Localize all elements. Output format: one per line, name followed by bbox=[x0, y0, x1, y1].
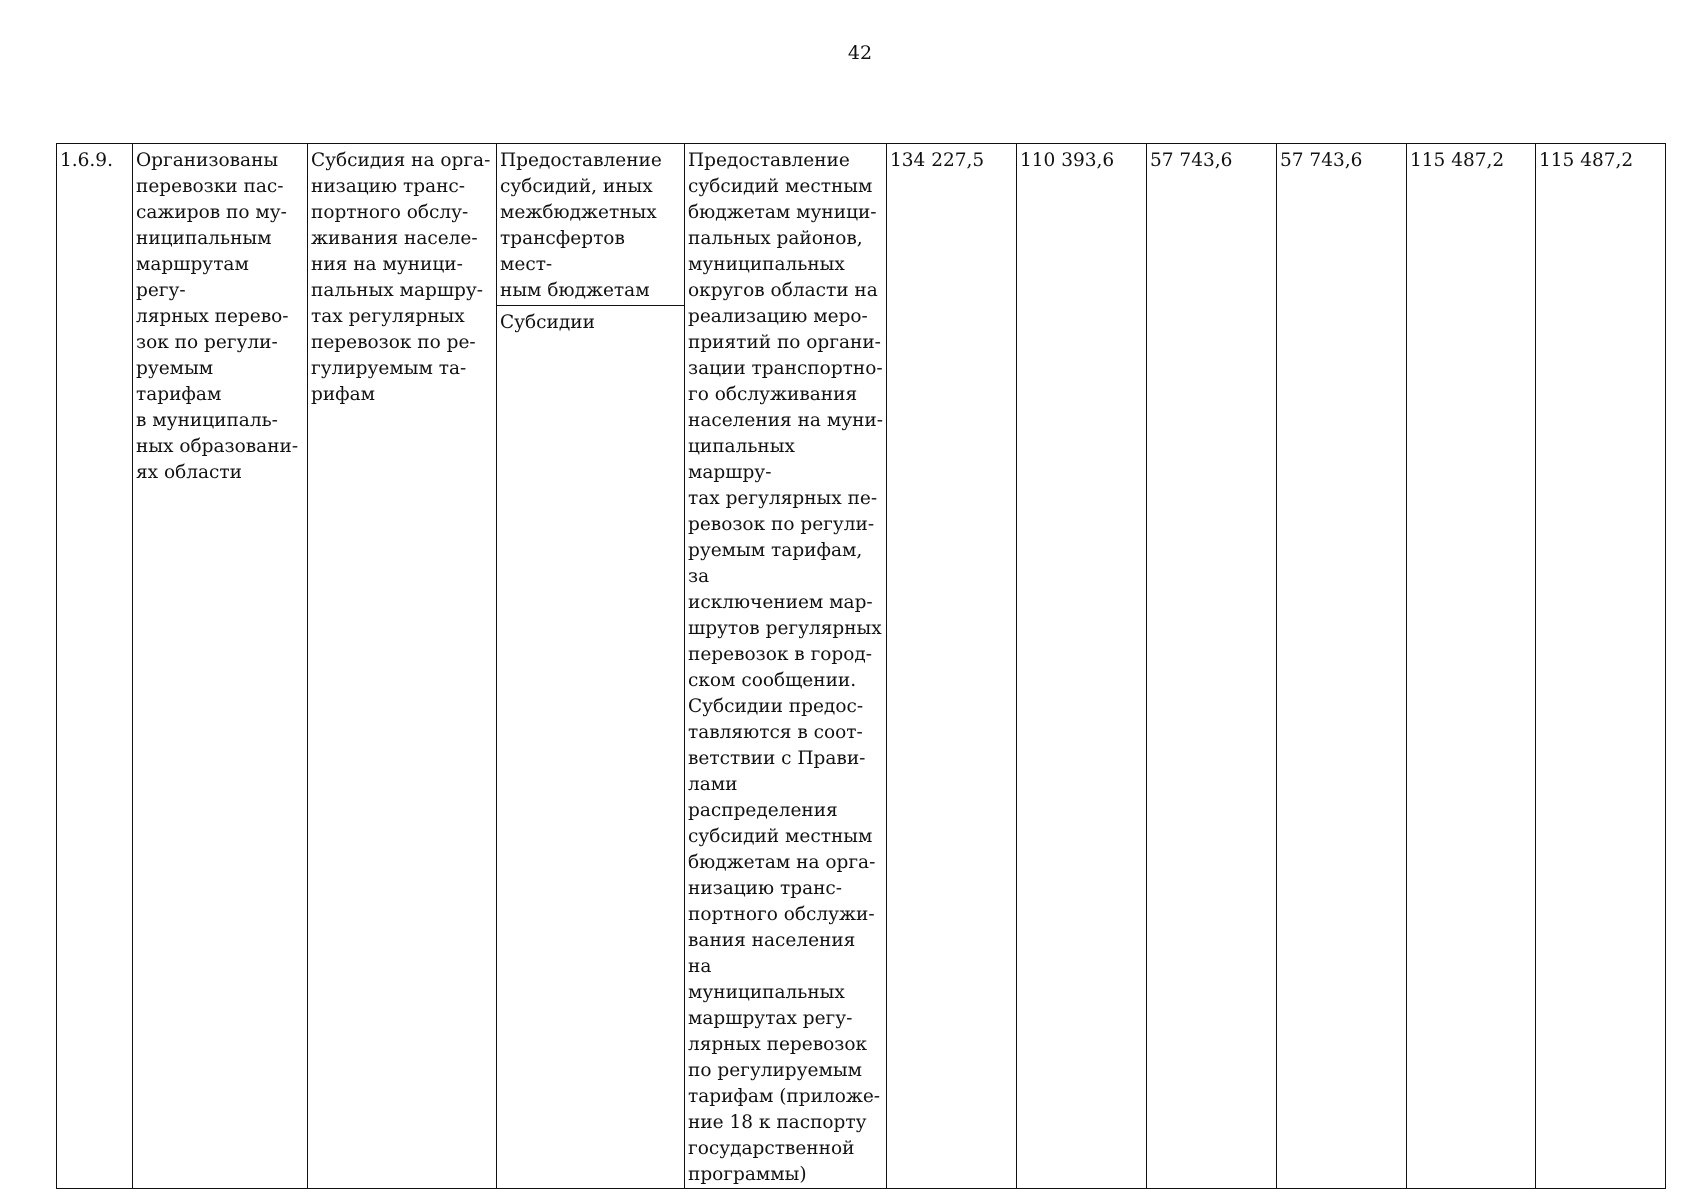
value-cell-6 bbox=[1536, 144, 1666, 1189]
value-cell-5 bbox=[1407, 144, 1536, 1189]
value-4: 57 743,6 bbox=[1280, 150, 1363, 171]
budget-table bbox=[56, 143, 1666, 1189]
value-1: 134 227,5 bbox=[890, 150, 985, 171]
page-number: 42 bbox=[847, 42, 873, 64]
value-cell-3 bbox=[1147, 144, 1277, 1189]
mechanism-type-text: Субсидии bbox=[500, 312, 595, 333]
value-5: 115 487,2 bbox=[1410, 150, 1505, 171]
value-cell-4 bbox=[1277, 144, 1407, 1189]
result-cell bbox=[133, 144, 308, 1189]
subsidy-name-text: Субсидия на орга- низацию транс- портного обслу- живания населе- ния на муници- пальных маршру- тах регулярных перевозок по ре- гулируемым та- рифам bbox=[311, 150, 491, 405]
mechanism-top bbox=[497, 144, 684, 306]
description-cell bbox=[685, 144, 887, 1189]
subsidy-name-cell bbox=[308, 144, 497, 1189]
mechanism-text: Предоставление субсидий, иных межбюджетных трансфертов мест- ным бюджетам bbox=[500, 150, 662, 301]
row-code: 1.6.9. bbox=[60, 150, 113, 171]
row-code-cell bbox=[57, 144, 133, 1189]
value-2: 110 393,6 bbox=[1020, 150, 1115, 171]
description-text: Предоставление субсидий местным бюджетам муници- пальных районов, муниципальных округов области на реализацию меро- приятий по органи- зации транспортно- го обслуживания населения на муни- ципальных маршру- тах регулярных пе- ревозок по регули- руемым тарифам, за исключением мар- шрутов регулярных перевозок в город- ском сообщении. Субсидии предос- тавляются в соот- ветствии с Прави- лами распределения субсидий местным бюджетам на орга- низацию транс- портного обслужи- вания населения на муниципальных маршрутах регу- лярных перевозок по регулируемым тарифам (приложе- ние 18 к паспорту государственной программы) bbox=[688, 150, 884, 1185]
value-cell-1 bbox=[887, 144, 1017, 1189]
mechanism-bottom bbox=[497, 306, 684, 336]
mechanism-cell bbox=[497, 144, 685, 1189]
result-text: Организованы перевозки пас- сажиров по му- ниципальным маршрутам регу- лярных перево- зок по регули- руемым тарифам в муниципаль- ных образовани- ях области bbox=[136, 150, 299, 483]
value-6: 115 487,2 bbox=[1539, 150, 1634, 171]
value-3: 57 743,6 bbox=[1150, 150, 1233, 171]
value-cell-2 bbox=[1017, 144, 1147, 1189]
table-row bbox=[57, 144, 1666, 1189]
